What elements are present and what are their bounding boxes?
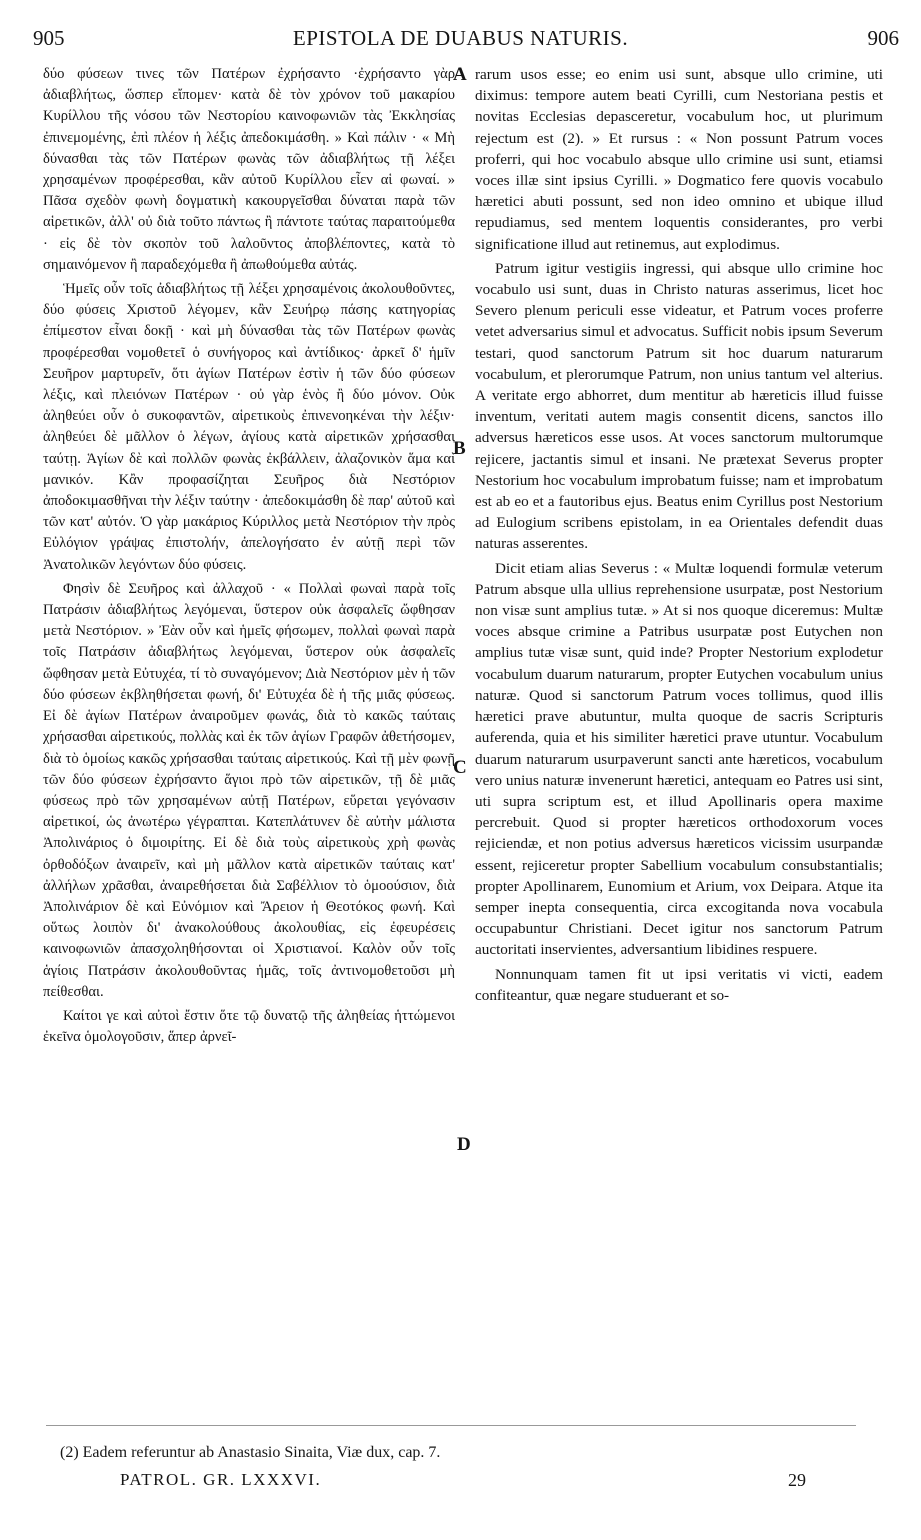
margin-marker-d: D bbox=[457, 1134, 471, 1155]
volume-signature: PATROL. GR. LXXXVI. bbox=[120, 1470, 322, 1489]
greek-paragraph: Ἡμεῖς οὖν τοῖς ἀδιαβλήτως τῇ λέξει χρησαμένοις ἀκολουθοῦντες, δύο φύσεις Χριστοῦ λέγομεν, κἂν Σευήρῳ πάσης κατηγορίας ἐπίμεστον εἶναι δοκῇ · καὶ μὴ δύνασθαι τὰς τῶν Πατέρων φωνὰς προφέρεσθαι νομοθετεῖ ὁ συνήγορος καὶ ἀντίδικος· ἀρκεῖ δ' ἡμῖν Σευῆρον μαρτυρεῖν, ὅτι ἁγίων Πατέρων ἐστὶν ἡ τῶν δύο φύσεων λέξις, καὶ πλειόνων Πατέρων · οὐ γὰρ ἑνὸς ἢ δύο μόνον. Οὐκ ἀληθεύει οὖν ὁ συκοφαντῶν, αἱρετικοὺς ἐπινενοηκέναι τὴν λέξιν· ἀληθεύει δὲ μᾶλλον ὁ λέγων, ἁγίους κατὰ αἱρετικῶν χρήσασθαι ταύτῃ. Ἁγίων δὲ καὶ πολλῶν φωνὰς ἐκβάλλειν, ἀλαζονικὸν ἅμα καὶ μανικόν. Κἂν προφασίζηται Σευῆρος διὰ Νεστόριον ἀποδοκιμασθῆναι τὴν λέξιν ταύτην · ἀπεδοκιμάσθη δὲ παρ' αὐτοῦ καὶ τῶν κατ' αὐτόν. Ὁ γὰρ μακάριος Κύριλλος μετὰ Νεστόριον τὴν πρὸς Εὐλόγιον γράψας ἐπιστολήν, ἀπελογήσατο ἐν αὐτῇ περὶ τῶν Ἀνατολικῶν λεγόντων δύο φύσεις. bbox=[43, 281, 455, 573]
page-number-right: 906 bbox=[867, 26, 899, 50]
greek-paragraph: δύο φύσεων τινες τῶν Πατέρων ἐχρήσαντο ·ἐχρήσαντο γὰρ ἀδιαβλήτως, ὥσπερ εἴπομεν· κατὰ δὲ τὸν χρόνον τοῦ μακαρίου Κυρίλλου τῆς νόσου τῶν Νεστορίου καινοφωνιῶν τὰς Ἐκκλησίας ἐπινεμομένης, ἐπὶ πλέον ἡ λέξις ἀπεδοκιμάσθη. » Καὶ πάλιν · « Μὴ δύνασθαι τὰς τῶν Πατέρων φωνὰς τῶν ἀδιαβλήτως τῇ λέξει χρησαμένων προφέρεσθαι, κἂν αὐτοῦ Κυρίλλου εἶεν αἱ φωναί. » Πᾶσα σχεδὸν φωνὴ δογματικὴ κακουργεῖσθαι δύναται παρὰ τῶν αἱρετικῶν, ἀλλ' οὐ διὰ τοῦτο πάντως ἢ πάντοτε ταύτας παραιτούμεθα · εἰς δὲ τὸν σκοπὸν τοῦ λαλοῦντος ἀποβλέποντες, κατὰ τὸ σημαινόμενον ἢ παραδεχόμεθα ἢ ἀπωθούμεθα αὐτάς. bbox=[43, 66, 455, 273]
latin-paragraph: Patrum igitur vestigiis ingressi, qui absque ullo crimine hoc vocabulo usi sunt, duas in Christo naturas asserimus, licet hoc Severo plenum periculi esse videatur, et Patrum voces proferre vetet adversarius simul et advocatus. Sufficit nobis ipsum Severum testari, quod sanctorum Patrum sit hoc duarum naturarum vocabulum, et plerorumque Patrum, non unius tantum vel alterius. A veritate ergo abhorret, dum mentitur ab hæreticis illud fuisse inventum, veritati autem magis consentit dicens, sanctos illo adversus hæreticos esse usos. At voces sanctorum multorumque rejicere, jactantis simul et insani. Ne prætexat Severus propter Nestorium hoc vocabulum improbatum fuisse; nam et improbatum est ab eo et a fautoribus ejus. Beatus enim Cyrillus post Nestorium ad Eulogium scribens epistolam, in ea Orientales defendit duas naturas asserentes. bbox=[475, 259, 883, 553]
latin-paragraph: rarum usos esse; eo enim usi sunt, absque ullo crimine, uti diximus: tempore autem beati Cyrilli, cum Nestoriana pestis et novitas Ecclesias depasceretur, vocabulum hoc, ut plurimum rejectum est (2). » Et rursus : « Non possunt Patrum voces proferri, qui hoc vocabulo absque ullo crimine usi sunt, etiamsi voces illæ sint ipsius Cyrilli. » Dogmatico fere quovis vocabulo hæretici abuti possunt, sed non ideo omnino et ubique illud repudiamus, sed mentem loquentis considerantes, pro verbi significatione illud aut retinemus, aut explodimus. bbox=[475, 66, 883, 253]
page-footer bbox=[0, 1470, 921, 1498]
margin-marker-c: C bbox=[453, 757, 467, 778]
latin-column bbox=[475, 64, 883, 1434]
greek-column bbox=[43, 64, 455, 1434]
latin-paragraph: Nonnunquam tamen fit ut ipsi veritatis vi victi, eadem confiteantur, quæ negare studuerant et so- bbox=[475, 965, 883, 1004]
footnote-divider bbox=[46, 1425, 856, 1426]
margin-marker-a: A bbox=[453, 64, 467, 85]
page-number-left: 905 bbox=[33, 26, 65, 50]
running-title: EPISTOLA DE DUABUS NATURIS. bbox=[292, 26, 629, 50]
signature-number: 29 bbox=[788, 1470, 806, 1490]
greek-paragraph: Φησὶν δὲ Σευῆρος καὶ ἀλλαχοῦ · « Πολλαὶ φωναὶ παρὰ τοῖς Πατράσιν ἀδιαβλήτως λεγόμεναι, ὕστερον οὐκ ἀσφαλεῖς ὤφθησαν μετὰ Νεστόριον. » Ἐὰν οὖν καὶ ἡμεῖς φήσωμεν, πολλαὶ φωναὶ παρὰ τοῖς Πατράσιν ἀδιαβλήτως λεγόμεναι, ὕστερον οὐκ ἀσφαλεῖς ὤφθησαν μετὰ Εὐτυχέα, τί τὸ συναγόμενον; Διὰ Νεστόριον μὲν ἡ τῶν δύο φύσεων ἐκβληθήσεται φωνή, δι' Εὐτυχέα δὲ ἡ τῆς μιᾶς φύσεως. Εἰ δὲ ἁγίων Πατέρων ἀναιροῦμεν φωνάς, διὰ τὸ κακῶς ταύταις χρήσασθαι αἱρετικούς, πολλὰς καὶ ἐκ τῶν ἁγίων Γραφῶν ἀθετήσομεν, διὰ τὸ ὁμοίως κακῶς χρήσασθαι ταύταις αἱρετικούς. Καὶ τῇ μὲν φωνῇ τῶν δύο φύσεων ἐχρήσαντο ἅγιοι πρὸ τῶν αἱρετικῶν, τῇ δὲ μιᾶς φύσεως πρὸ τῶν χρησαμένων αὐτῇ Πατέρων, εὕρεται γεγόνασιν αἱρετικοί, ὡς ἀνωτέρω γέγραπται. Κατεπλάτυνεν δὲ αὐτὴν μάλιστα Ἀπολινάριος ὁ διμοιρίτης. Εἰ δὲ διὰ τοὺς αἱρετικοὺς χρὴ φωνὰς ὀρθοδόξων ἀναιρεῖν, καὶ μὴ μᾶλλον κατὰ αἱρετικῶν ταύταις κατ' ἀλλήλων χρᾶσθαι, ἀναιρεθήσεται διὰ Σαβέλλιον τὸ ὁμοούσιον, διὰ Ἀπολινάριον δὲ καὶ Εὐνόμιον καὶ Ἄρειον ἡ Θεοτόκος φωνή. Καὶ οὕτως λοιπὸν δι' ἀνακολούθους ἀκολουθίας, εἰς ἐφευρέσεις καινοφωνιῶν ἀπασχοληθήσονται οἱ Χριστιανοί. Καλὸν οὖν τοῖς ἁγίοις Πατράσιν ἀκολουθοῦντας ἡμᾶς, τοῖς ἀντινομοθετοῦσι μὴ πείθεσθαι. bbox=[43, 580, 455, 1000]
footnote: (2) Eadem referuntur ab Anastasio Sinaita, Viæ dux, cap. 7. bbox=[60, 1444, 441, 1461]
greek-paragraph: Καίτοι γε καὶ αὐτοὶ ἔστιν ὅτε τῷ δυνατῷ τῆς ἀληθείας ἡττώμενοι ἐκεῖνα ὁμολογοῦσιν, ἅπερ ἀρνεῖ- bbox=[43, 1007, 455, 1046]
running-header bbox=[0, 26, 921, 58]
latin-paragraph: Dicit etiam alias Severus : « Multæ loquendi formulæ veterum Patrum absque ulla ullius reprehensione usurpatæ, post Nestorium non visæ sunt amplius tutæ. » At si nos quoque diceremus: Multæ voces absque crimine a Patribus usurpatæ post Eutychen non amplius tutæ visæ sunt, quid inde? Propter Nestorium explodetur vocabulum duarum naturarum, propter Eutychen vocabulum unius naturæ. Quod si sanctorum Patrum voces tollimus, quod illis hæretici prave abutuntur, multa quoque de sacris Scripturis auferenda, quia et his similiter hæretici prave utuntur. Vocabulum duarum naturarum usurpaverunt sancti ante hæreticos, vocabulum vero unius naturæ invenerunt hæretici, antequam eo Patres usi sint, uti supra scriptum est, et illud Apollinaris opera maxime percrebuit. Quod si propter hæreticos orthodoxorum voces rejiciendæ, et non potius adversus hæreticos vicissim usurpandæ essent, rejiceretur propter Sabellium vocabulum consubstantialis; propter Apollinarem, Eunomium et Arium, vox Deipara. Atque ita semper inepta consequentia, circa excogitanda nova vocabula occupabuntur Christiani. Decet igitur nos sanctorum Patrum auctoritati inservientes, adversantium libidines respuere. bbox=[475, 559, 883, 959]
margin-marker-b: B bbox=[453, 438, 466, 459]
